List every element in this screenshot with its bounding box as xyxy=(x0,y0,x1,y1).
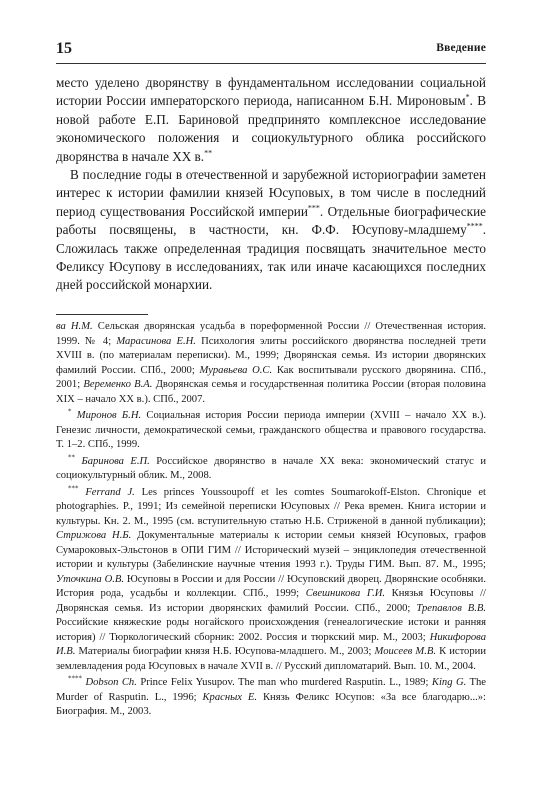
paragraph xyxy=(56,166,486,295)
footnote-ref: ** xyxy=(204,148,213,158)
footnote-author: Уточкина О.В. xyxy=(56,573,124,585)
footnote-text: Prince Felix Yusupov. The man who murdered Rasputin. L., 1989; xyxy=(136,677,432,688)
footnote-author: Свешникова Г.И. xyxy=(305,588,386,599)
paragraph-text: место уделено дворянству в фундаментальном исследовании социальной истории России императорского периода, написанном Б.Н. Мироновым xyxy=(56,75,486,109)
footnote-author: Миронов Б.Н. xyxy=(76,410,142,421)
footnote-author: Стрижова Н.Б. xyxy=(56,530,132,541)
footnote-mark: *** xyxy=(68,483,79,492)
footnote xyxy=(56,676,486,720)
paragraph-text: . В новой работе Е.П. Бариновой предпринято комплексное исследование экономического положения и социокультурного облика российского дворянства в начале XX в. xyxy=(56,93,486,164)
footnote-author: Муравьева О.С. xyxy=(199,364,273,376)
main-text xyxy=(56,74,486,295)
footnote-author: Трепавлов В.В. xyxy=(416,602,486,614)
footnote xyxy=(56,409,486,453)
footnote-author: Dobson Ch. xyxy=(85,677,137,688)
running-head: Введение xyxy=(436,42,486,54)
footnote-text: The Murder of Rasputin. L., 1996; xyxy=(56,677,486,703)
paragraph-text: В последние годы в отечественной и зарубежной историографии заметен интерес к истории фамилии князей Юсуповых, в том числе в последний период существования Российской империи xyxy=(56,167,486,219)
footnote-ref: * xyxy=(465,93,470,103)
footnote-continued xyxy=(56,320,486,407)
footnote-text: Сельская дворянская усадьба в пореформенной России // Отечественная история. 1999. № 4; xyxy=(56,321,486,347)
footnote-ref: *** xyxy=(307,203,320,213)
footnote-mark: ** xyxy=(68,452,75,461)
footnote-mark: **** xyxy=(68,674,82,683)
footnote-mark: * xyxy=(68,407,72,416)
footnote-text: Юсуповы в России и для России // Юсуповский дворец. Дворянские особняки. История рода, усадьбы и коллекции. СПб., 1999; xyxy=(56,573,486,599)
footnote-text: Как воспитывали русского дворянина. СПб., 2001; xyxy=(56,364,486,390)
footnote-text: Дворянская семья и государственная политика России (вторая половина XIX – начало XX в.). СПб., 2007. xyxy=(56,379,486,405)
footnote-author: Марасинова Е.Н. xyxy=(116,335,196,347)
footnote-author: Моисеев М.В. xyxy=(374,646,437,657)
footnote-text: Документальные материалы к истории семьи князей Юсуповых, графов Сумароковых-Эльстонов в ОПИ ГИМ // Исторический музей – энциклопедия отечественной истории и культуры (Забелинские научные чтения 1993 г.). Труды ГИМ. Вып. 87. М., 1995; xyxy=(56,530,486,570)
footnote-text: Князья Юсуповы // Дворянская семья. Из истории дворянских фамилий России. СПб., 2000; xyxy=(56,588,487,614)
footnote-text: Психология элиты российского дворянства последней трети XVIII в. (по материалам переписки). М., 1999; Дворянская семья. Из истории дворянских фамилий России. СПб., 2000; xyxy=(56,335,486,376)
footnote-text: Материалы биографии князя Н.Б. Юсупова-младшего. М., 2003; xyxy=(75,646,375,657)
footnote-ref: **** xyxy=(466,221,483,231)
footnote-text: Les princes Youssoupoff et les comtes Soumarokoff-Elston. Chronique et photographies. P., 1991; Из семейной переписки Юсуповых // Река времен. Книга истории и культуры. Кн. 2. М., 1995 (см. вступительную статью Н.Б. Стриженой в данной публикации); xyxy=(56,486,486,527)
footnote-author: ва Н.М. xyxy=(56,321,93,332)
footnote-author: Веременко В.А. xyxy=(83,379,153,390)
page-number: 15 xyxy=(56,40,72,57)
footnote xyxy=(56,452,486,484)
footnote-author: Баринова Е.П. xyxy=(81,455,150,467)
paragraph-text: . Отдельные биографические работы посвящены, в частности, кн. Ф.Ф. Юсупову-младшему xyxy=(56,203,486,238)
footnote-text: Князь Феликс Юсупов: «За все благодарю...»: Биография. М., 2003. xyxy=(56,691,486,717)
footnote-text: Российское дворянство в начале XX века: экономический статус и социокультурный облик. М., 2008. xyxy=(56,455,486,481)
footnote-text: Социальная история России периода империи (XVIII – начало XX в.). Генезис личности, демократической семьи, гражданского общества и правового государства. Т. 1–2. СПб., 1999. xyxy=(56,410,486,450)
footnote-author: Красных Е. xyxy=(202,691,258,703)
paragraph xyxy=(56,74,486,166)
footnote-text: Российские княжеские роды ногайского происхождения (генеалогические истоки и ранняя история) // Тюркологический сборник: 2002. Россия и тюркский мир. М., 2003; xyxy=(56,617,486,643)
footnote-author: Ferrand J. xyxy=(85,486,135,498)
footnote-author: King G. xyxy=(431,677,467,688)
footnotes xyxy=(56,320,486,722)
page-header xyxy=(56,40,486,62)
footnote xyxy=(56,483,487,675)
header-rule xyxy=(56,63,486,64)
paragraph-text: . Сложилась также определенная традиция посвящать значительное место Феликсу Юсупову в исследованиях, так или иначе касающихся последних дней российской монархии. xyxy=(56,222,486,293)
footnote-author: Никифорова И.В. xyxy=(56,631,486,657)
footnote-rule xyxy=(56,314,148,315)
footnote-text: К истории землевладения рода Юсуповых в начале XVII в. // Русский дипломатарий. Вып. 10. М., 2004. xyxy=(56,646,486,672)
